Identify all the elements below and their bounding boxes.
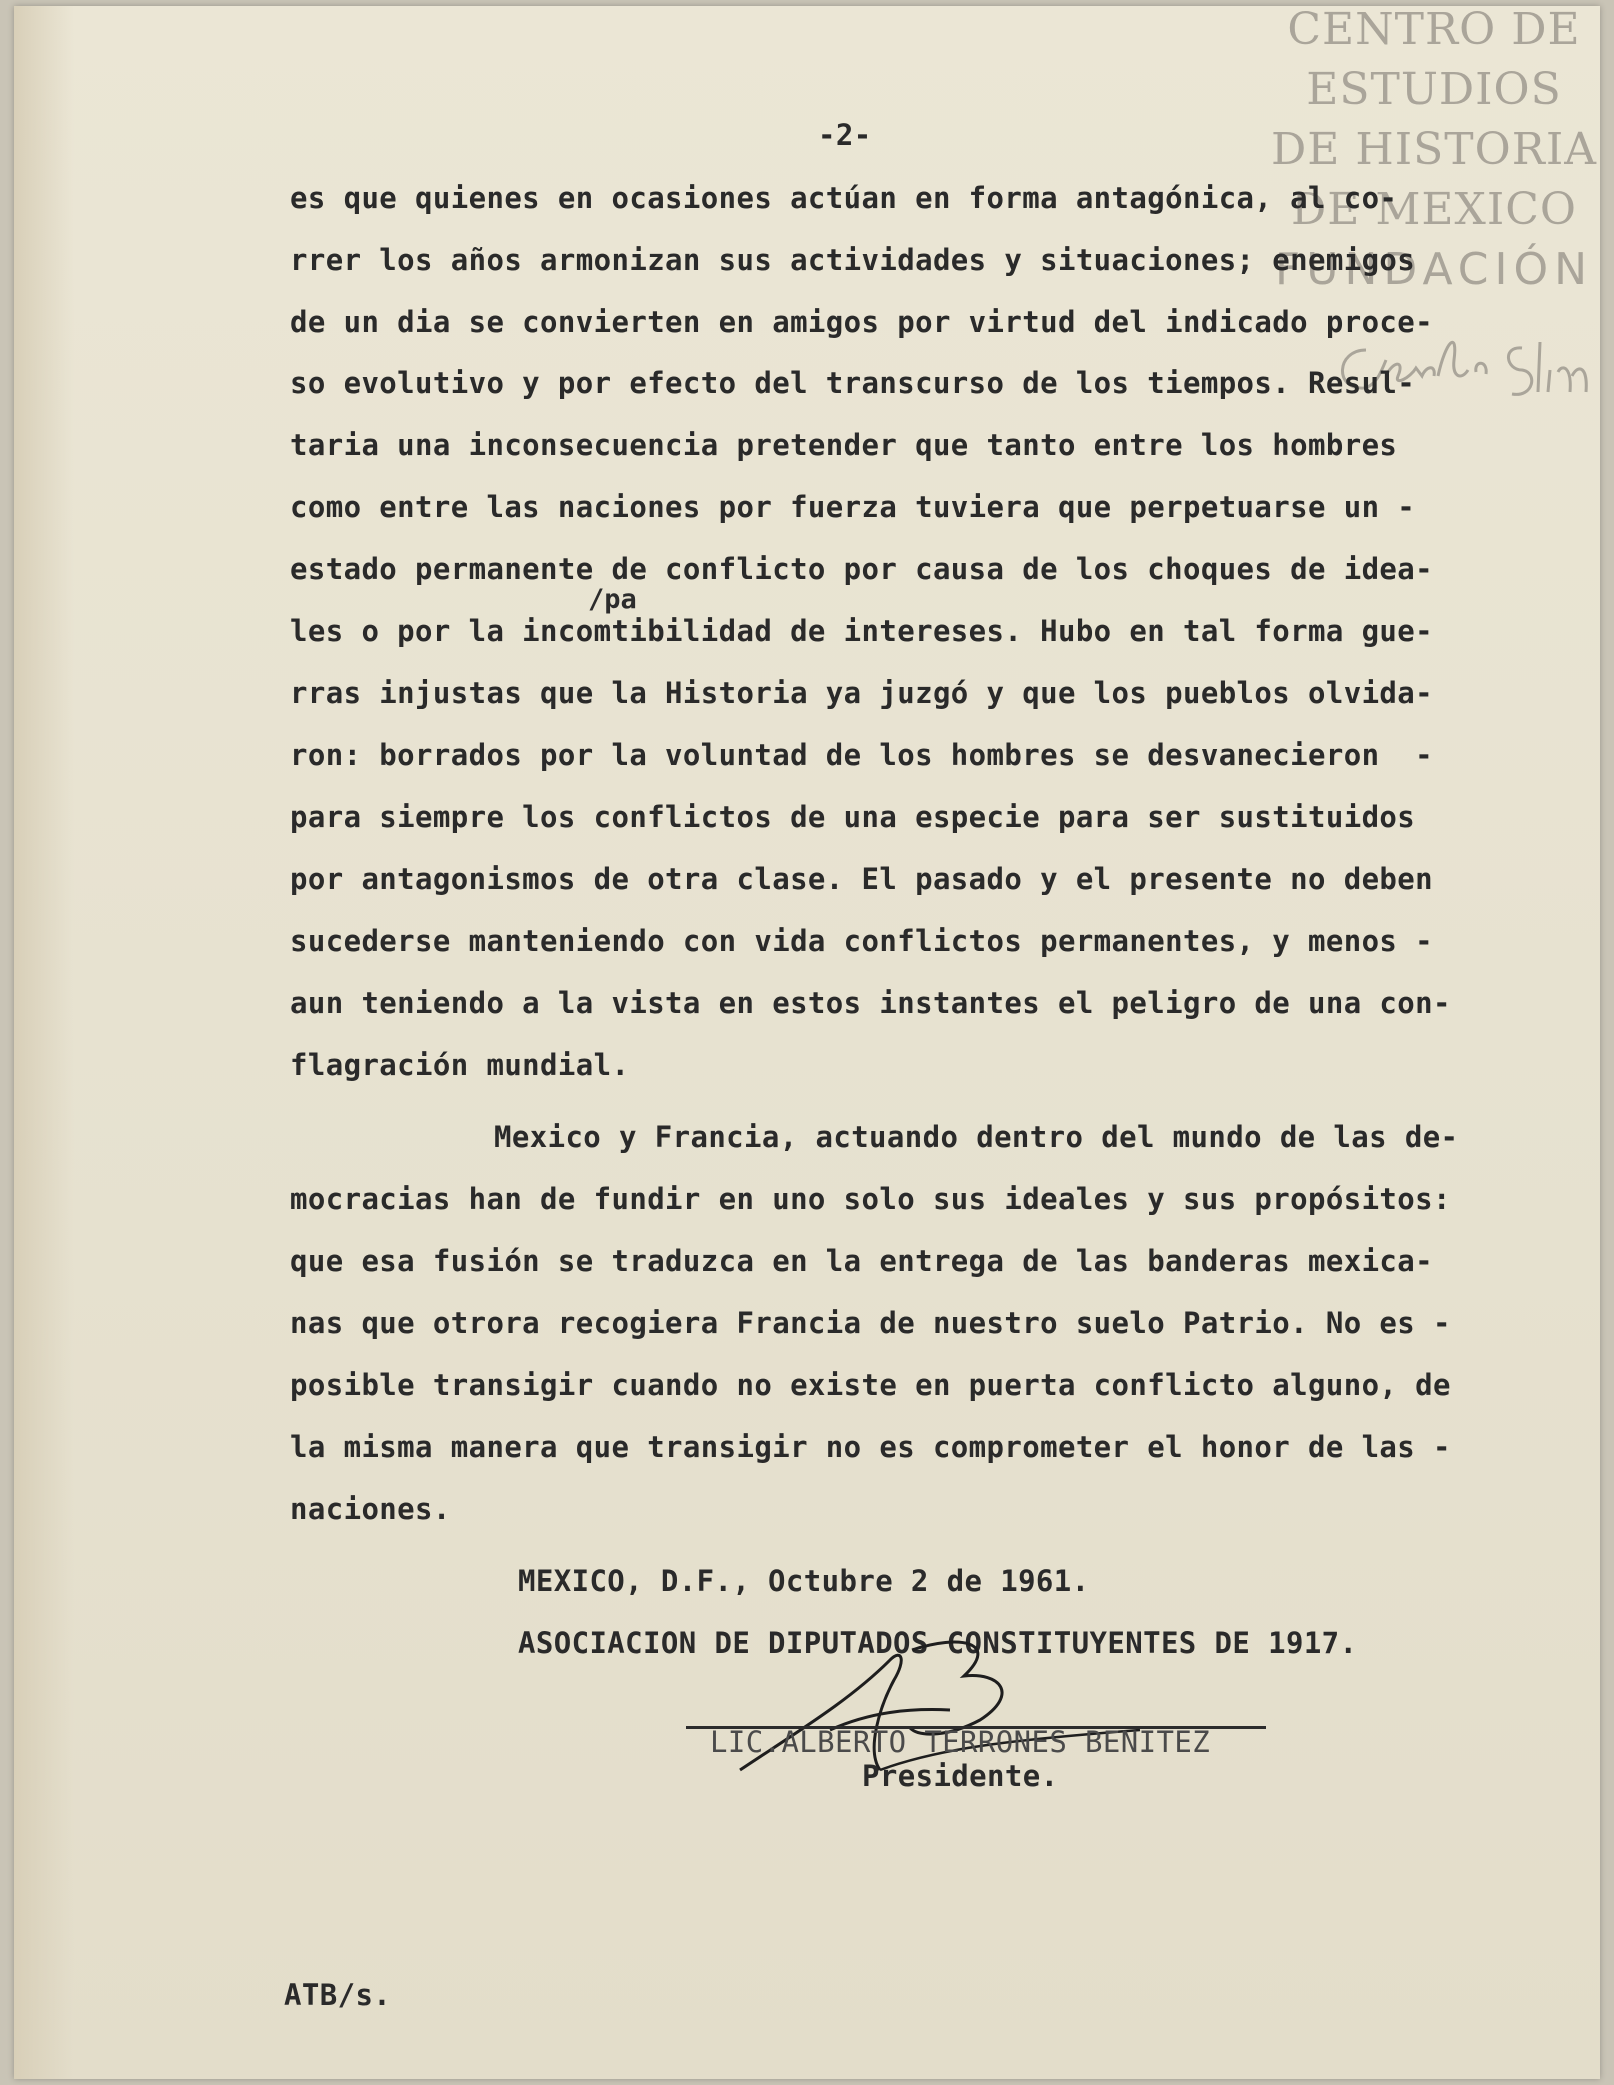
text-line: les o por la incomtibilidad de intereses. Hubo en tal forma gue-: [290, 614, 1434, 648]
handwritten-correction: /pa: [588, 584, 637, 615]
typist-initials: ATB/s.: [284, 1978, 392, 2012]
text-line: sucederse manteniendo con vida conflictos permanentes, y menos -: [290, 924, 1434, 958]
text-line: ron: borrados por la voluntad de los hombres se desvanecieron -: [290, 738, 1434, 772]
watermark-line: CENTRO DE: [1287, 4, 1581, 55]
text-line: por antagonismos de otra clase. El pasado y el presente no deben: [290, 862, 1434, 896]
text-line: como entre las naciones por fuerza tuviera que perpetuarse un -: [290, 490, 1416, 524]
watermark-line: DE HISTORIA: [1271, 124, 1597, 175]
text-line: rras injustas que la Historia ya juzgó y que los pueblos olvida-: [290, 676, 1434, 710]
watermark-line: ESTUDIOS: [1306, 64, 1562, 115]
watermark-foundation: FUNDACIÓN: [1274, 244, 1594, 295]
text-line: de un dia se convierten en amigos por virtud del indicado proce-: [290, 305, 1434, 339]
text-line: Mexico y Francia, actuando dentro del mundo de las de-: [494, 1120, 1459, 1154]
text-line: es que quienes en ocasiones actúan en forma antagónica, al co-: [290, 181, 1398, 215]
text-line: para siempre los conflictos de una especie para ser sustituidos: [290, 800, 1416, 834]
text-line: rrer los años armonizan sus actividades y situaciones; enemigos: [290, 243, 1416, 277]
paper-edge-shadow: [14, 6, 74, 2079]
text-line: la misma manera que transigir no es comprometer el honor de las -: [290, 1430, 1451, 1464]
place-date: MEXICO, D.F., Octubre 2 de 1961.: [518, 1564, 1090, 1598]
text-line: nas que otrora recogiera Francia de nuestro suelo Patrio. No es -: [290, 1306, 1451, 1340]
signer-title: Presidente.: [862, 1759, 1059, 1793]
text-line: taria una inconsecuencia pretender que tanto entre los hombres: [290, 428, 1398, 462]
text-line: posible transigir cuando no existe en puerta conflicto alguno, de: [290, 1368, 1451, 1402]
text-line: flagración mundial.: [290, 1048, 630, 1082]
signer-name: LIC.ALBERTO TERRONES BENITEZ: [710, 1725, 1211, 1759]
watermark-line: DE MEXICO: [1291, 184, 1577, 235]
page-number: -2-: [818, 118, 872, 152]
text-line: so evolutivo y por efecto del transcurso de los tiempos. Resul-: [290, 366, 1416, 400]
text-line: estado permanente de conflicto por causa de los choques de idea-: [290, 552, 1434, 586]
text-line: aun teniendo a la vista en estos instantes el peligro de una con-: [290, 986, 1451, 1020]
text-line: naciones.: [290, 1492, 451, 1526]
text-line: mocracias han de fundir en uno solo sus ideales y sus propósitos:: [290, 1182, 1451, 1216]
association-name: ASOCIACION DE DIPUTADOS CONSTITUYENTES DE 1917.: [518, 1626, 1358, 1660]
text-line: que esa fusión se traduzca en la entrega de las banderas mexica-: [290, 1244, 1434, 1278]
